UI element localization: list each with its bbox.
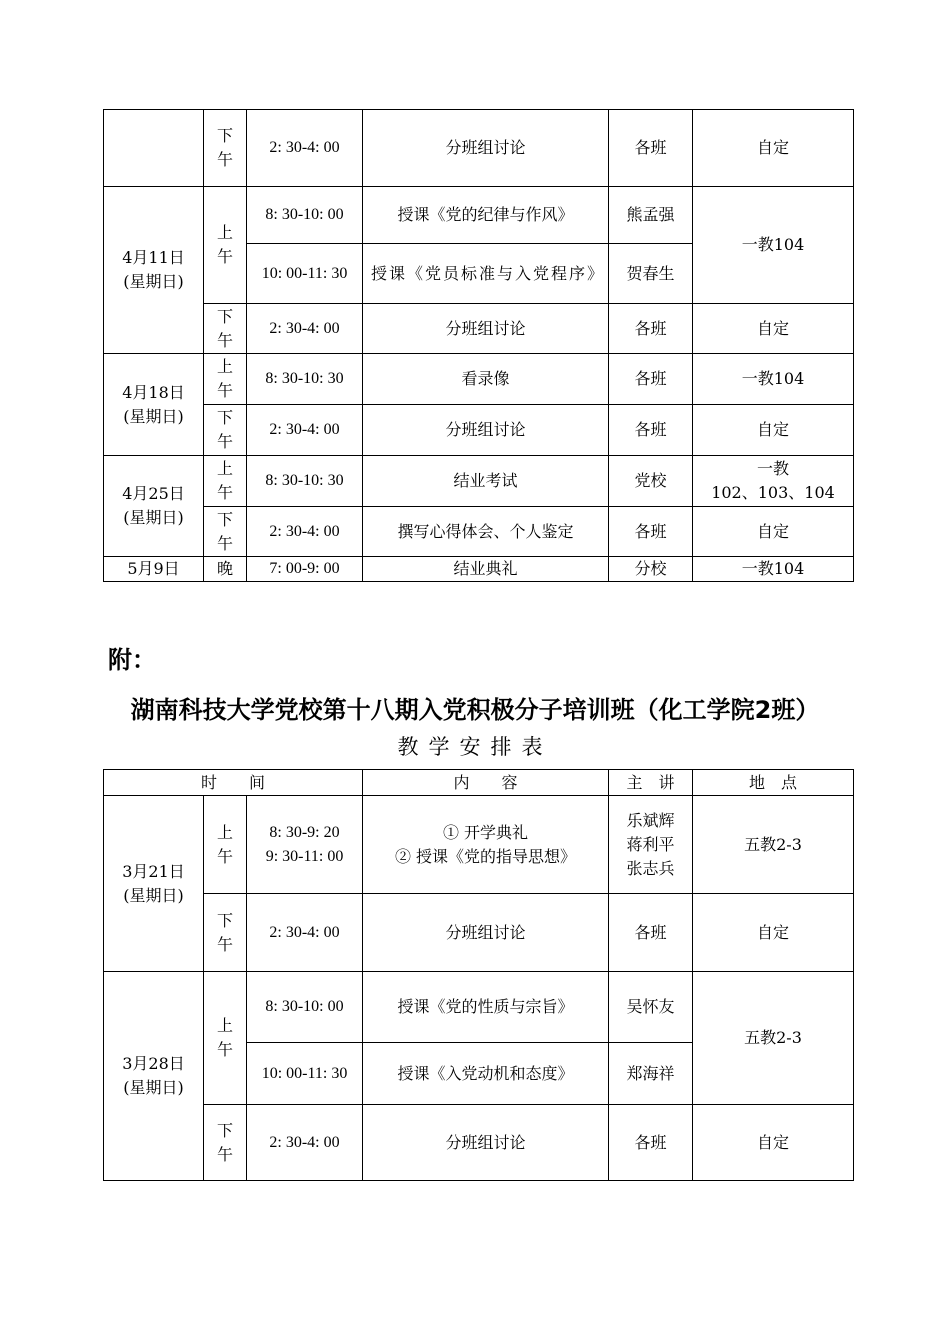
date-cell: 4月11日 (星期日) bbox=[104, 187, 204, 354]
speaker-cell: 各班 bbox=[609, 1105, 693, 1181]
content-cell: 撰写心得体会、个人鉴定 bbox=[363, 507, 609, 557]
content-cell: 分班组讨论 bbox=[363, 894, 609, 972]
time-cell: 7: 00-9: 00 bbox=[247, 557, 363, 582]
appendix-label: 附： bbox=[108, 646, 156, 674]
content-cell: 授课《入党动机和态度》 bbox=[363, 1043, 609, 1105]
speaker-cell: 贺春生 bbox=[609, 244, 693, 304]
speaker-cell: 各班 bbox=[609, 507, 693, 557]
period-cell: 下午 bbox=[204, 405, 247, 456]
header-place: 地 点 bbox=[693, 770, 854, 796]
date-cell-empty bbox=[104, 110, 204, 187]
place-cell: 一教104 bbox=[693, 557, 854, 582]
place-cell: 一教104 bbox=[693, 187, 854, 304]
content-cell: ① 开学典礼 ② 授课《党的指导思想》 bbox=[363, 796, 609, 894]
table-row bbox=[104, 110, 854, 187]
time-cell: 8: 30-10: 30 bbox=[247, 456, 363, 507]
table-row bbox=[104, 456, 854, 507]
schedule-table-continued bbox=[103, 109, 854, 582]
speaker-cell: 各班 bbox=[609, 405, 693, 456]
date-cell: 5月9日 bbox=[104, 557, 204, 582]
period-cell: 下午 bbox=[204, 1105, 247, 1181]
place-cell: 自定 bbox=[693, 304, 854, 354]
table-row bbox=[104, 557, 854, 582]
place-cell: 一教 102、103、104 bbox=[693, 456, 854, 507]
place-cell: 五教2-3 bbox=[693, 796, 854, 894]
table-row bbox=[104, 894, 854, 972]
time-cell: 8: 30-9: 20 9: 30-11: 00 bbox=[247, 796, 363, 894]
speaker-cell: 各班 bbox=[609, 894, 693, 972]
header-content: 内 容 bbox=[363, 770, 609, 796]
speaker-cell: 乐斌辉 蒋利平 张志兵 bbox=[609, 796, 693, 894]
speaker-cell: 郑海祥 bbox=[609, 1043, 693, 1105]
content-cell: 分班组讨论 bbox=[363, 1105, 609, 1181]
time-cell: 10: 00-11: 30 bbox=[247, 1043, 363, 1105]
period-cell: 上午 bbox=[204, 972, 247, 1105]
time-cell: 8: 30-10: 00 bbox=[247, 972, 363, 1043]
place-cell: 自定 bbox=[693, 1105, 854, 1181]
place-cell: 自定 bbox=[693, 507, 854, 557]
document-subtitle: 教学安排表 bbox=[397, 735, 553, 759]
content-cell: 看录像 bbox=[363, 354, 609, 405]
speaker-cell: 各班 bbox=[609, 304, 693, 354]
schedule-table bbox=[103, 769, 854, 1181]
period-cell: 上午 bbox=[204, 354, 247, 405]
table-row bbox=[104, 972, 854, 1043]
speaker-cell: 各班 bbox=[609, 354, 693, 405]
table-row bbox=[104, 507, 854, 557]
time-cell: 10: 00-11: 30 bbox=[247, 244, 363, 304]
time-cell: 8: 30-10: 30 bbox=[247, 354, 363, 405]
table-row bbox=[104, 796, 854, 894]
content-cell: 分班组讨论 bbox=[363, 304, 609, 354]
speaker-cell: 各班 bbox=[609, 110, 693, 187]
period-cell: 下午 bbox=[204, 304, 247, 354]
content-cell: 授课《党的性质与宗旨》 bbox=[363, 972, 609, 1043]
date-cell: 3月28日 (星期日) bbox=[104, 972, 204, 1181]
content-cell: 授课《党的纪律与作风》 bbox=[363, 187, 609, 244]
period-cell: 晚 bbox=[204, 557, 247, 582]
speaker-cell: 党校 bbox=[609, 456, 693, 507]
period-cell: 下午 bbox=[204, 894, 247, 972]
period-cell: 下午 bbox=[204, 507, 247, 557]
place-cell: 自定 bbox=[693, 110, 854, 187]
time-cell: 2: 30-4: 00 bbox=[247, 894, 363, 972]
document-title: 湖南科技大学党校第十八期入党积极分子培训班（化工学院2班） bbox=[130, 696, 820, 724]
time-cell: 2: 30-4: 00 bbox=[247, 1105, 363, 1181]
time-cell: 2: 30-4: 00 bbox=[247, 110, 363, 187]
date-cell: 4月18日 (星期日) bbox=[104, 354, 204, 456]
period-cell: 上午 bbox=[204, 796, 247, 894]
time-cell: 2: 30-4: 00 bbox=[247, 304, 363, 354]
table-row bbox=[104, 187, 854, 244]
table-row bbox=[104, 405, 854, 456]
header-time: 时 间 bbox=[104, 770, 363, 796]
place-cell: 五教2-3 bbox=[693, 972, 854, 1105]
content-cell: 结业考试 bbox=[363, 456, 609, 507]
content-cell: 结业典礼 bbox=[363, 557, 609, 582]
period-cell: 上午 bbox=[204, 456, 247, 507]
time-cell: 2: 30-4: 00 bbox=[247, 507, 363, 557]
content-cell: 分班组讨论 bbox=[363, 405, 609, 456]
table-row bbox=[104, 1105, 854, 1181]
period-cell: 下午 bbox=[204, 110, 247, 187]
header-speaker: 主 讲 bbox=[609, 770, 693, 796]
table-header-row bbox=[104, 770, 854, 796]
time-cell: 2: 30-4: 00 bbox=[247, 405, 363, 456]
date-cell: 4月25日 (星期日) bbox=[104, 456, 204, 557]
time-cell: 8: 30-10: 00 bbox=[247, 187, 363, 244]
content-cell: 分班组讨论 bbox=[363, 110, 609, 187]
table-row bbox=[104, 304, 854, 354]
table-row bbox=[104, 354, 854, 405]
place-cell: 自定 bbox=[693, 894, 854, 972]
date-cell: 3月21日 (星期日) bbox=[104, 796, 204, 972]
speaker-cell: 吴怀友 bbox=[609, 972, 693, 1043]
place-cell: 自定 bbox=[693, 405, 854, 456]
speaker-cell: 熊孟强 bbox=[609, 187, 693, 244]
place-cell: 一教104 bbox=[693, 354, 854, 405]
speaker-cell: 分校 bbox=[609, 557, 693, 582]
period-cell: 上午 bbox=[204, 187, 247, 304]
content-cell: 授课《党员标准与入党程序》 bbox=[363, 244, 609, 304]
